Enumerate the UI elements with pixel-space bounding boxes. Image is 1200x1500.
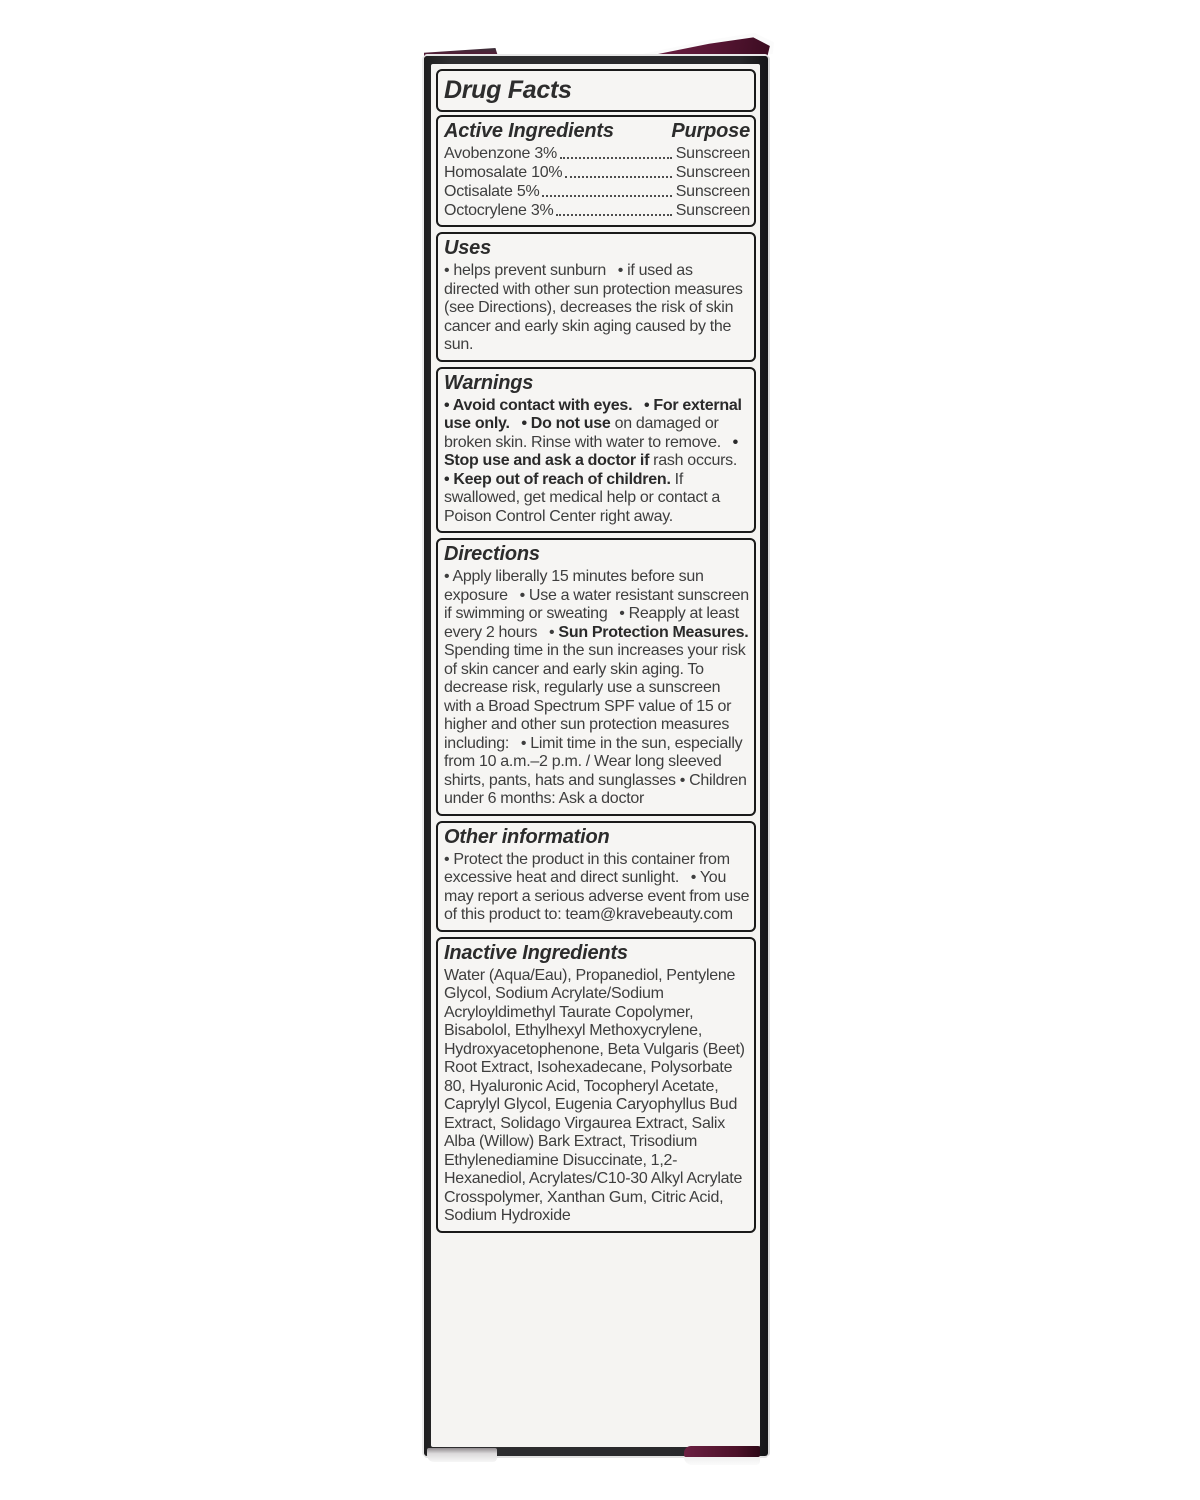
other-information-heading: Other information bbox=[444, 825, 610, 848]
box-flap-bottom-left bbox=[427, 1448, 497, 1462]
active-ingredients-header bbox=[444, 120, 750, 143]
ingredient-purpose: Sunscreen bbox=[675, 183, 750, 200]
drug-facts-title: Drug Facts bbox=[444, 76, 572, 104]
purpose-heading: Purpose bbox=[671, 120, 750, 142]
ingredient-row bbox=[444, 182, 750, 201]
directions-heading: Directions bbox=[444, 543, 540, 565]
leader-dots bbox=[556, 214, 671, 216]
ingredient-purpose: Sunscreen bbox=[675, 164, 750, 181]
other-information-body: • Protect the product in this container from excessive heat and direct sunlight. • You may report a serious adverse event from use of this product to: team@kravebeauty.com bbox=[444, 850, 750, 923]
ingredient-name: Avobenzone 3% bbox=[444, 145, 557, 162]
leader-dots bbox=[542, 195, 671, 197]
warnings-section bbox=[436, 367, 756, 534]
leader-dots bbox=[560, 157, 672, 159]
ingredient-name: Octisalate 5% bbox=[444, 183, 540, 200]
inactive-ingredients-body: Water (Aqua/Eau), Propanediol, Pentylene Glycol, Sodium Acrylate/Sodium Acryloyldimethyl Taurate Copolymer, Bisabolol, Ethylhexyl Methoxycrylene, Hydroxyacetophenone, Beta Vulgaris (Beet) Root Extract, Isohexadecane, Polysorbate 80, Hyaluronic Acid, Tocopheryl Acetate, Caprylyl Glycol, Eugenia Caryophyllus Bud Extract, Solidago Virgaurea Extract, Salix Alba (Willow) Bark Extract, Trisodium Ethylenediamine Disuccinate, 1,2-Hexanediol, Acrylates/C10-30 Alkyl Acrylate Crosspolymer, Xanthan Gum, Citric Acid, Sodium Hydroxide bbox=[444, 966, 745, 1224]
uses-section bbox=[436, 232, 756, 362]
other-information-section bbox=[436, 821, 756, 932]
warnings-body: • Avoid contact with eyes. • For external use only. • Do not use on damaged or broken skin. Rinse with water to remove. • Stop use and ask a doctor if rash occurs. • Keep out of reach of children. If swallowed, get medical help or contact a Poison Control Center right away. bbox=[444, 396, 749, 525]
directions-section bbox=[436, 538, 756, 816]
product-box bbox=[424, 56, 768, 1456]
ingredient-purpose: Sunscreen bbox=[675, 202, 750, 219]
uses-body: • helps prevent sunburn • if used as directed with other sun protection measures (see Directions), decreases the risk of skin cancer and early skin aging caused by the sun. bbox=[444, 262, 743, 353]
drug-facts-label bbox=[431, 64, 760, 1447]
ingredient-name: Octocrylene 3% bbox=[444, 202, 554, 219]
box-flap-bottom-right bbox=[684, 1446, 760, 1466]
warnings-heading: Warnings bbox=[444, 371, 534, 394]
ingredient-row bbox=[444, 163, 750, 182]
active-ingredients-heading: Active Ingredients bbox=[444, 120, 614, 142]
flap-plum-accent bbox=[684, 1446, 760, 1457]
ingredient-name: Homosalate 10% bbox=[444, 164, 563, 181]
leader-dots bbox=[565, 176, 671, 178]
inactive-ingredients-heading: Inactive Ingredients bbox=[444, 941, 628, 964]
directions-body: • Apply liberally 15 minutes before sun exposure • Use a water resistant sunscreen if swimming or sweating • Reapply at least every 2 hours • Sun Protection Measures. Spending time in the sun increases your risk of skin cancer and early skin aging. To decrease risk, regularly use a sunscreen with a Broad Spectrum SPF value of 15 or higher and other sun protection measures including: • Limit time in the sun, especially from 10 a.m.–2 p.m. / Wear long sleeved shirts, pants, hats and sunglasses • Children under 6 months: Ask a doctor bbox=[444, 568, 749, 807]
ingredient-purpose: Sunscreen bbox=[675, 145, 750, 162]
ingredient-row bbox=[444, 201, 750, 220]
drug-facts-title-section bbox=[436, 69, 756, 112]
ingredient-row bbox=[444, 144, 750, 163]
uses-heading: Uses bbox=[444, 237, 492, 259]
flap-highlight bbox=[684, 1457, 760, 1465]
active-ingredients-section bbox=[436, 115, 756, 227]
inactive-ingredients-section bbox=[436, 937, 756, 1233]
